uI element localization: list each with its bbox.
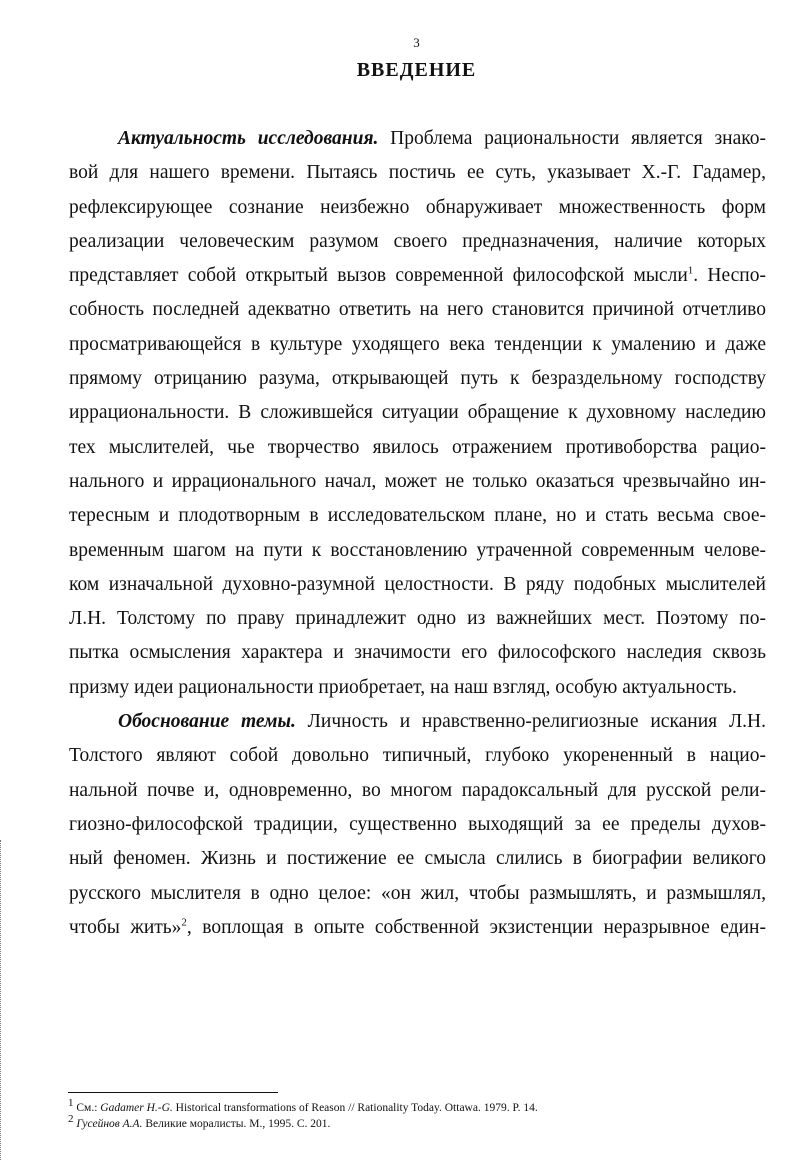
footnote-ref-1[interactable]: 1 (687, 264, 694, 277)
paragraph-lead: Обоснование темы. (118, 711, 296, 733)
paragraph-line: русского мыслителя в одно целое: «он жил, чтобы размышлять, и размышлял, (69, 882, 766, 904)
paragraph-line: пытка осмысления характера и значимости его философского наследия сквозь (69, 642, 766, 664)
paragraph-line: гиозно-философской традиции, существенно выходящий за ее пределы духов- (69, 813, 766, 835)
paragraph-line: Л.Н. Толстому по праву принадлежит одно из важнейших мест. Поэтому по- (69, 608, 766, 630)
paragraph-line: временным шагом на пути к восстановлению утраченной современным челове- (69, 539, 766, 561)
paragraph-lead: Актуальность исследования. (118, 128, 379, 149)
footnote-ref-2[interactable]: 2 (181, 916, 187, 929)
paragraph-line: Актуальность исследования. Проблема рациональности является знако- (118, 128, 767, 149)
paragraph-line: представляет собой открытый вызов современной философской мысли$^1$. Неспо- (69, 264, 766, 287)
paragraph-line: реализации человеческим разумом своего предназначения, наличие которых (69, 230, 766, 252)
paragraph-line: чтобы жить»$^2$, воплощая в опыте собственной экзистенции неразрывное един- (69, 916, 766, 938)
body-text (69, 122, 766, 945)
paragraph-line: собность последней адекватно ответить на него становится причиной отчетливо (69, 299, 766, 321)
footnotes (68, 1097, 748, 1132)
page-title: ВВЕДЕНИЕ (356, 59, 477, 81)
paragraph-line: Обоснование темы. Личность и нравственно-религиозные искания Л.Н. (118, 711, 766, 733)
paragraph-line: вой для нашего времени. Пытаясь постичь ее суть, указывает Х.-Г. Гадамер, (69, 162, 766, 184)
footnote-2: $^2$ Гусейнов А.А. Великие моралисты. М., 1995. С. 201. (68, 1113, 331, 1130)
paragraph-line: Толстого являют собой довольно типичный, глубоко укорененный в нацио- (69, 745, 766, 767)
paragraph-line: прямому отрицанию разума, открывающей путь к безраздельному господству (69, 368, 766, 390)
footnote-divider (68, 1092, 278, 1093)
paragraph-line: тересным и плодотворным в исследовательском плане, но и стать весьма свое- (69, 505, 766, 527)
paragraph-line: призму идеи рациональности приобретает, на наш взгляд, особую актуальность. (69, 676, 737, 698)
paragraph-line: просматривающейся в культуре уходящего века тенденции к умалению и даже (69, 333, 766, 355)
paragraph-line: ный феномен. Жизнь и постижение ее смысла слились в биографии великого (69, 848, 766, 870)
footnote-1: $^1$ См.: Gadamer H.-G. Historical transformations of Reason // Rationality Today. Ottawa. 1979. P. 14. (68, 1097, 538, 1114)
paragraph-line: нальной почве и, одновременно, во многом парадоксальный для русской рели- (69, 779, 766, 801)
paragraph-line: иррациональности. В сложившейся ситуации обращение к духовному наследию (69, 402, 766, 424)
scan-margin-marks (0, 840, 5, 1160)
page-number: 3 (413, 35, 420, 50)
paragraph-line: тех мыслителей, чье творчество явилось отражением противоборства рацио- (69, 436, 766, 458)
paragraph-line: рефлексирующее сознание неизбежно обнаруживает множественность форм (69, 196, 766, 218)
paragraph-line: ком изначальной духовно-разумной целостности. В ряду подобных мыслителей (69, 573, 766, 595)
paragraph-line: нального и иррационального начал, может не только оказаться чрезвычайно ин- (69, 470, 766, 492)
